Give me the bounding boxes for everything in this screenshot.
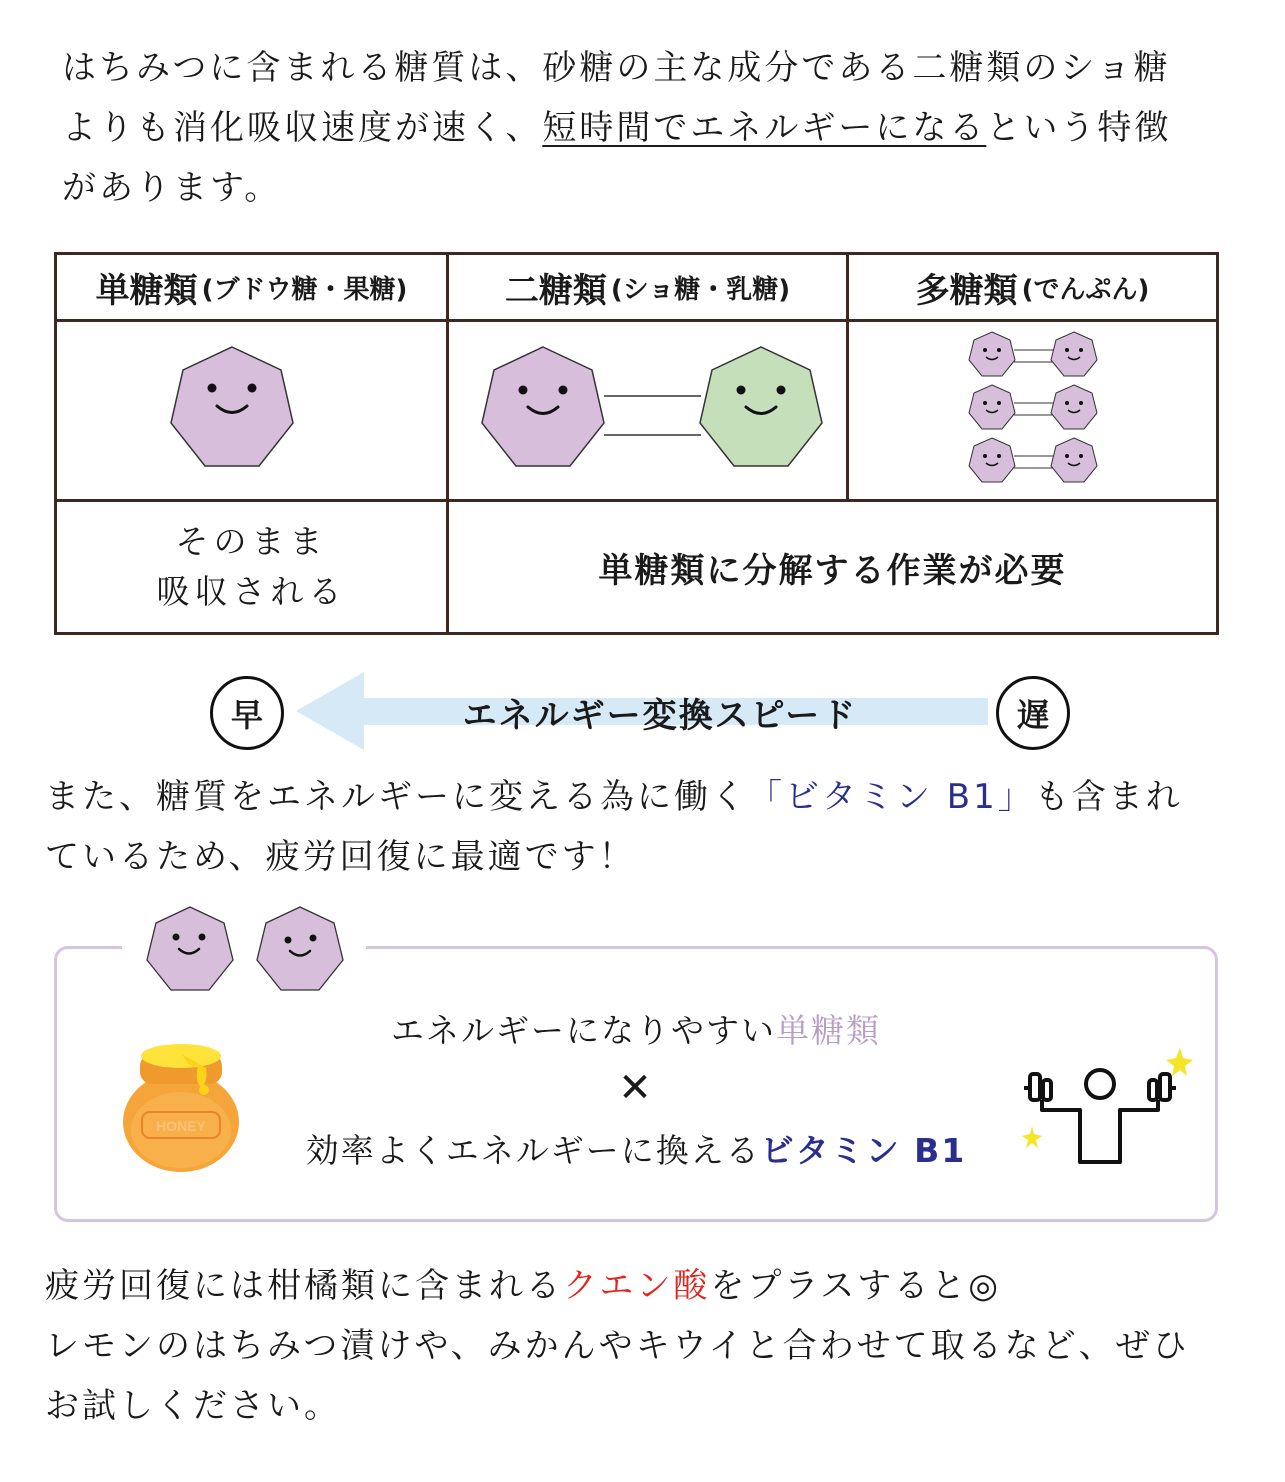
footer-paragraph — [45, 1256, 1190, 1436]
speed-label: エネルギー変換スピード — [462, 696, 858, 736]
vitamin-paragraph — [45, 767, 1183, 887]
header-disaccharide — [446, 252, 849, 322]
monosaccharide-molecule-icon — [57, 322, 446, 499]
weightlifter-icon — [1010, 1044, 1194, 1172]
honey-pot-icon — [120, 1040, 242, 1174]
combo-line-2-pre: 効率よくエネルギーに換える — [305, 1131, 761, 1170]
header-disaccharide-sub: (ショ糖・乳糖) — [610, 274, 791, 305]
combo-monosaccharide-highlight: 単糖類 — [776, 1011, 881, 1050]
cell-disaccharide-image — [446, 319, 849, 502]
intro-line-2-pre: よりも消化吸収速度が速く、 — [62, 108, 543, 148]
intro-paragraph — [62, 38, 1171, 218]
absorbed-directly-line-2: 吸収される — [156, 572, 347, 611]
absorbed-directly-line-1: そのまま — [175, 522, 328, 561]
cell-polysaccharide-image — [846, 319, 1219, 502]
intro-line-1: はちみつに含まれる糖質は、砂糖の主な成分である二糖類のショ糖 — [62, 48, 1171, 88]
header-disaccharide-title: 二糖類 — [504, 270, 607, 311]
fast-label: 早 — [230, 696, 263, 734]
cell-needs-breakdown — [446, 499, 1219, 635]
slow-label: 遅 — [1016, 696, 1049, 734]
header-polysaccharide — [846, 252, 1219, 322]
footer-line-1-post: をプラスすると◎ — [710, 1266, 1001, 1306]
citric-acid-highlight: クエン酸 — [563, 1266, 711, 1306]
vitamin-line-1-pre: また、糖質をエネルギーに変える為に働く — [45, 777, 748, 817]
footer-line-3: お試しください。 — [45, 1386, 341, 1426]
header-monosaccharide-sub: (ブドウ糖・果糖) — [201, 274, 408, 305]
combo-vitamin-highlight: ビタミン B1 — [760, 1131, 967, 1170]
footer-line-1-pre: 疲労回復には柑橘類に含まれる — [45, 1266, 563, 1306]
header-polysaccharide-sub: (でんぷん) — [1021, 274, 1150, 305]
vitamin-line-1 — [45, 767, 1183, 827]
disaccharide-molecule-icon — [449, 322, 846, 499]
cell-monosaccharide-image — [54, 319, 449, 502]
combo-line-1-pre: エネルギーになりやすい — [391, 1011, 776, 1050]
vitamin-line-2: ているため、疲労回復に最適です！ — [45, 837, 636, 877]
vitamin-b1-highlight: 「ビタミン B1」 — [748, 777, 1035, 817]
intro-line-2-post: という特徴 — [986, 108, 1172, 148]
header-polysaccharide-title: 多糖類 — [915, 270, 1018, 311]
intro-line-3: があります。 — [62, 168, 282, 208]
intro-underlined-phrase: 短時間でエネルギーになる — [542, 108, 987, 148]
needs-breakdown-text: 単糖類に分解する作業が必要 — [598, 550, 1067, 591]
vitamin-line-1-post: も含まれ — [1034, 777, 1183, 817]
slow-circle — [996, 676, 1070, 750]
honey-label: HONEY — [156, 1118, 206, 1134]
footer-line-2: レモンのはちみつ漬けや、みかんやキウイと合わせて取るなど、ぜひ — [45, 1326, 1190, 1366]
header-monosaccharide — [54, 252, 449, 322]
cell-absorbed-directly — [54, 499, 449, 635]
combo-times: ✕ — [618, 1065, 654, 1111]
footer-line-1 — [45, 1256, 1190, 1316]
header-monosaccharide-title: 単糖類 — [95, 270, 198, 311]
intro-line-2 — [62, 98, 1171, 158]
polysaccharide-chain-icon — [849, 322, 1216, 499]
fast-circle — [210, 676, 284, 750]
two-molecules-icon — [140, 904, 350, 1004]
